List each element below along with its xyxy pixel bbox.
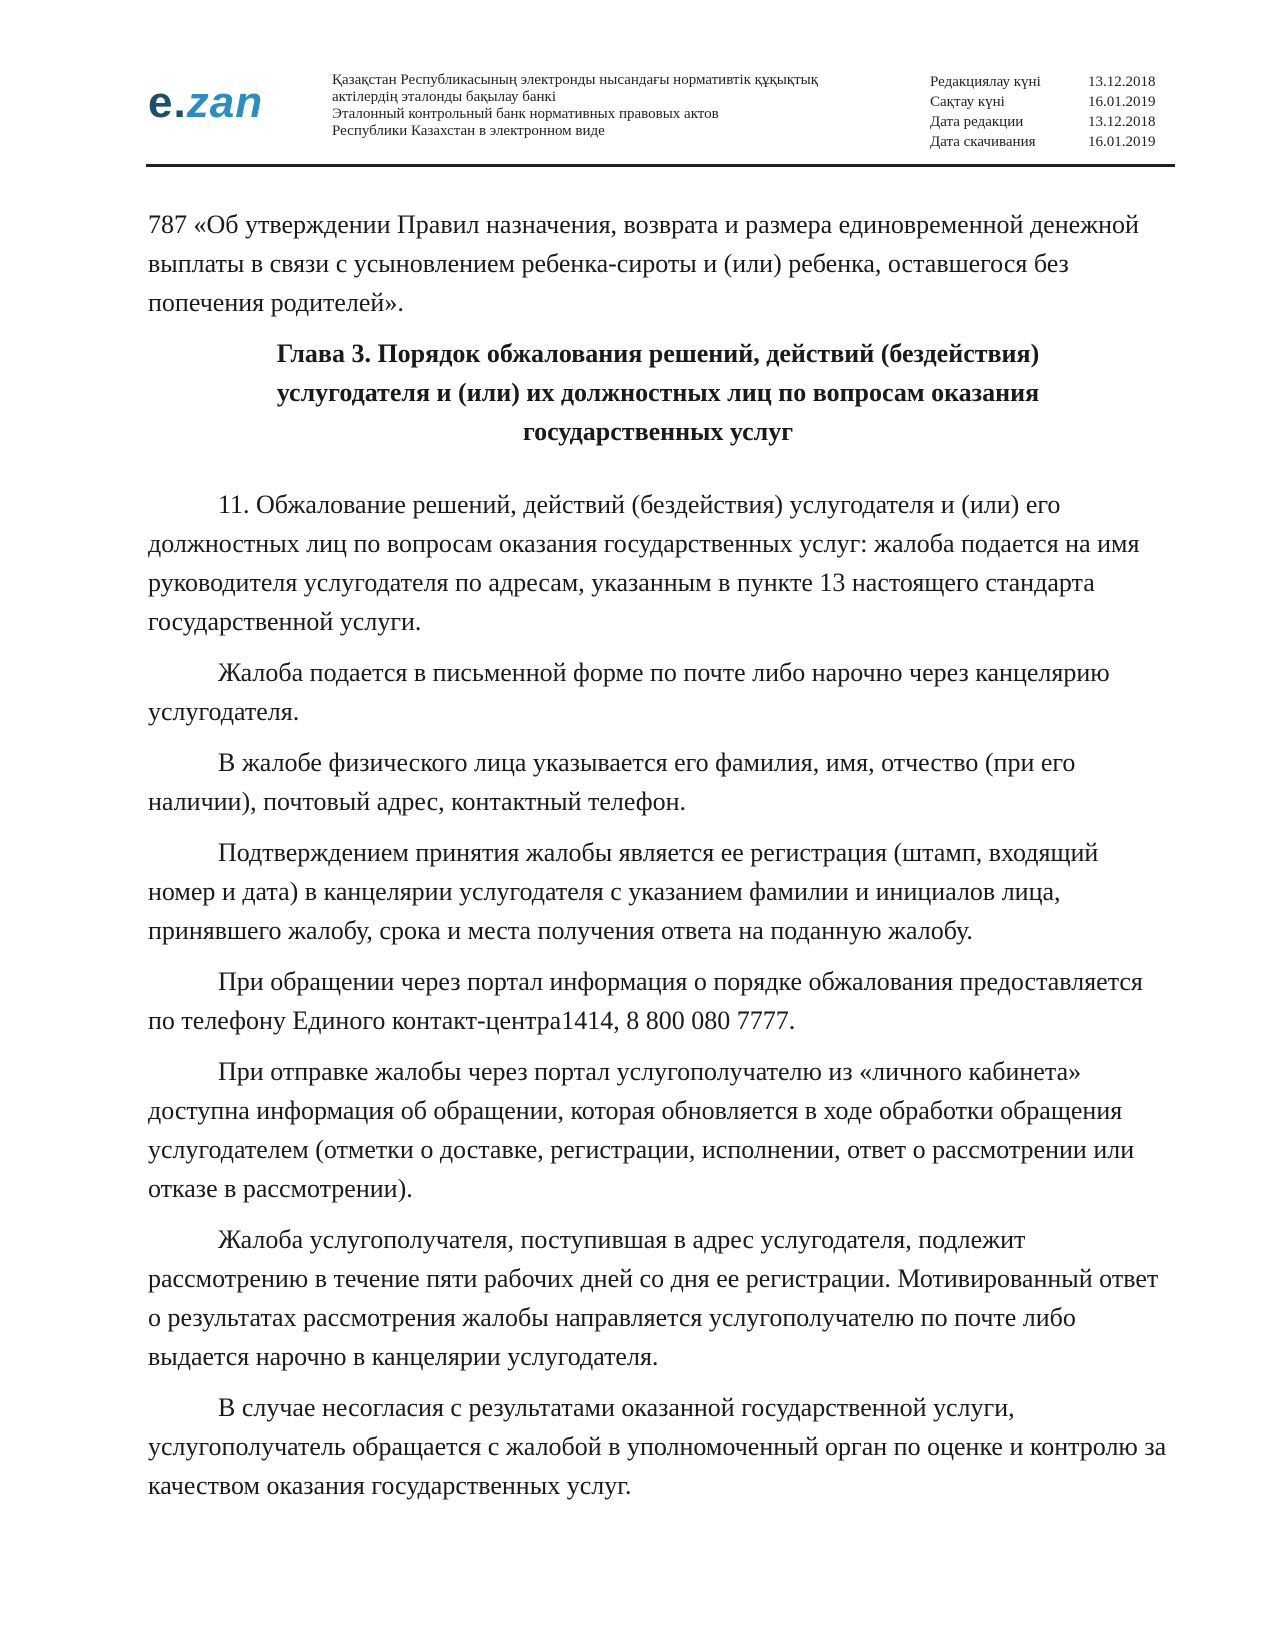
intro-paragraph: 787 «Об утверждении Правил назначения, возврата и размера единовременной денежной выплаты в связи с усыновлением ребенка-сироты и (или) ребенка, оставшегося без попечения родителей». (148, 210, 1139, 317)
header-description-line: актілердің эталонды бақылау банкі (332, 89, 556, 105)
header-description (332, 72, 852, 140)
meta-label: Редакциялау күні (930, 74, 1041, 90)
meta-row (930, 92, 1175, 112)
chapter-title: Глава 3. Порядок обжалования решений, действий (бездействия) услугодателя и (или) их должностных лиц по вопросам оказания государственных услуг (276, 339, 1040, 446)
document-header (146, 66, 1175, 162)
meta-value: 13.12.2018 (1088, 74, 1156, 90)
header-meta (930, 72, 1175, 152)
meta-row (930, 112, 1175, 132)
meta-label: Сақтау күні (930, 94, 1005, 110)
body-paragraph: Жалоба услугополучателя, поступившая в адрес услугодателя, подлежит рассмотрению в течение пяти рабочих дней со дня ее регистрации. Мотивированный ответ о результатах рассмотрения жалобы направляется услугополучателю по почте либо выдается нарочно в канцелярии услугодателя. (148, 1225, 1159, 1371)
header-divider (146, 164, 1175, 167)
meta-value: 13.12.2018 (1088, 114, 1156, 130)
meta-value: 16.01.2019 (1088, 94, 1156, 110)
body-paragraph: Жалоба подается в письменной форме по почте либо нарочно через канцелярию услугодателя. (148, 658, 1110, 726)
ezan-logo: e.zan (148, 78, 264, 127)
header-description-line: Қазақстан Республикасының электронды нысандағы нормативтік құқықтық (332, 72, 819, 88)
body-paragraph: При обращении через портал информация о порядке обжалования предоставляется по телефону Единого контакт-центра1414, 8 800 080 7777. (148, 967, 1143, 1035)
header-description-line: Эталонный контрольный банк нормативных правовых актов (332, 106, 719, 122)
meta-row (930, 132, 1175, 152)
body-paragraph: При отправке жалобы через портал услугополучателю из «личного кабинета» доступна информация об обращении, которая обновляется в ходе обработки обращения услугодателем (отметки о доставке, регистрации, исполнении, ответ о рассмотрении или отказе в рассмотрении). (148, 1057, 1135, 1203)
meta-label: Дата скачивания (930, 134, 1036, 150)
meta-label: Дата редакции (930, 114, 1024, 130)
meta-row (930, 72, 1175, 92)
body-paragraph: В жалобе физического лица указывается его фамилия, имя, отчество (при его наличии), почтовый адрес, контактный телефон. (148, 748, 1076, 816)
document-body (148, 205, 1168, 1517)
header-description-line: Республики Казахстан в электронном виде (332, 123, 605, 139)
body-paragraph: В случае несогласия с результатами оказанной государственной услуги, услугополучатель обращается с жалобой в уполномоченный орган по оценке и контролю за качеством оказания государственных услуг. (148, 1393, 1167, 1500)
body-paragraph: 11. Обжалование решений, действий (бездействия) услугодателя и (или) его должностных лиц по вопросам оказания государственных услуг: жалоба подается на имя руководителя услугодателя по адресам, указанным в пункте 13 настоящего стандарта государственной услуги. (148, 490, 1140, 636)
body-paragraph: Подтверждением принятия жалобы является ее регистрация (штамп, входящий номер и дата) в канцелярии услугодателя с указанием фамилии и инициалов лица, принявшего жалобу, срока и места получения ответа на поданную жалобу. (148, 838, 1099, 945)
meta-value: 16.01.2019 (1088, 134, 1156, 150)
